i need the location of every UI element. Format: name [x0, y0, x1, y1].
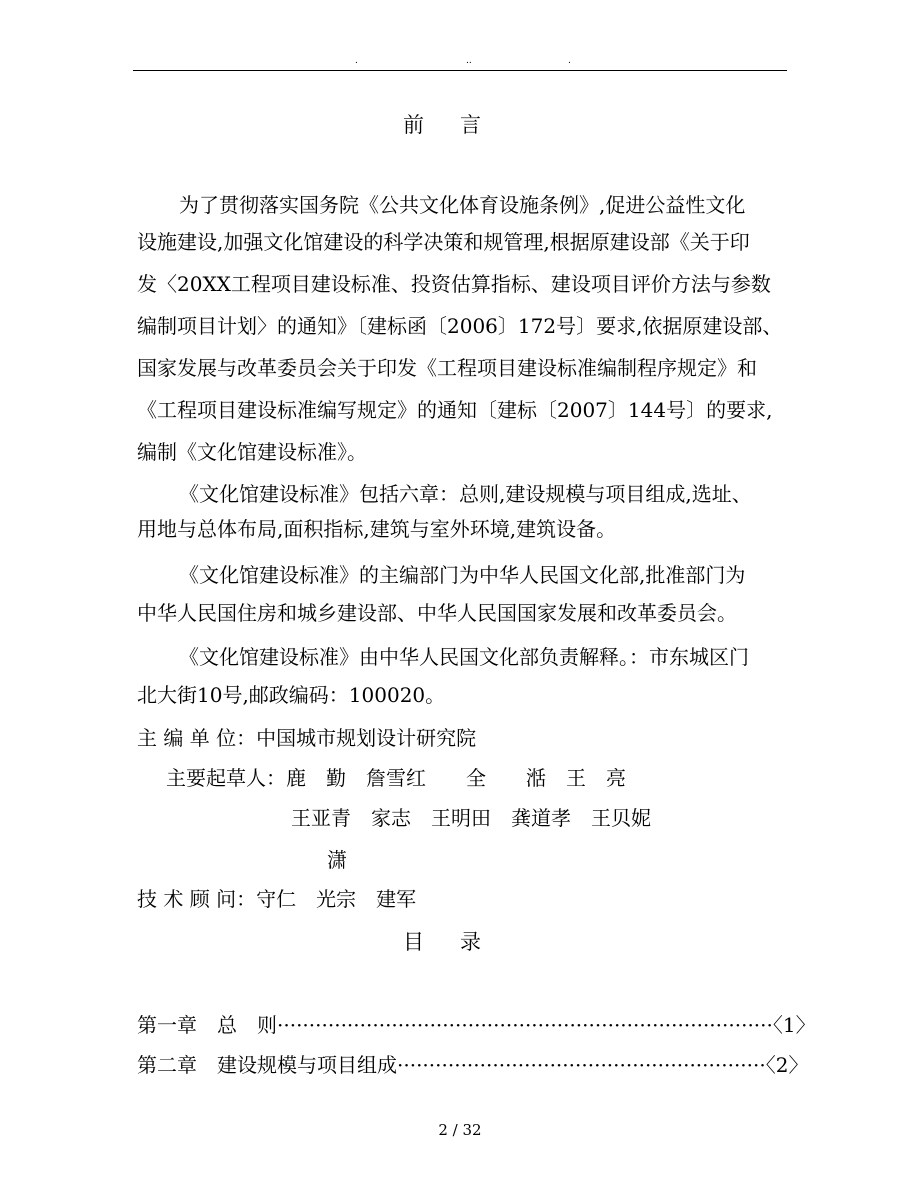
- body-line: 《文化馆建设标准》包括六章：总则,建设规模与项目组成,选址、: [179, 482, 752, 506]
- body-line: 中华人民国住房和城乡建设部、中华人民国国家发展和改革委员会。: [137, 601, 737, 625]
- drafters-line: 王亚青 家志 王明田 龚道孝 王贝妮: [291, 806, 651, 830]
- body-line: 国家发展与改革委员会关于印发《工程项目建设标准编制程序规定》和: [137, 356, 757, 380]
- technical-advisors: 技 术 顾 问：守仁 光宗 建军: [137, 887, 417, 911]
- body-line: 发〈20XX工程项目建设标准、投资估算指标、建设项目评价方法与参数: [137, 272, 771, 296]
- toc-leader-dots: ··············································································: [277, 1013, 773, 1037]
- toc-chapter: 第一章 总 则: [137, 1013, 277, 1037]
- header-rule: [133, 70, 787, 71]
- toc-entry[interactable]: [137, 1050, 808, 1080]
- header-mark: ..: [466, 56, 472, 66]
- body-line: 《文化馆建设标准》的主编部门为中华人民国文化部,批准部门为: [179, 563, 746, 587]
- header-marks: [133, 54, 787, 68]
- chief-unit: 主 编 单 位：中国城市规划设计研究院: [137, 726, 477, 750]
- body-line: 北大街10号,邮政编码：100020。: [137, 683, 446, 707]
- header-mark: .: [568, 56, 571, 66]
- page-number: 2 / 32: [438, 1121, 482, 1139]
- body-line: 为了贯彻落实国务院《公共文化体育设施条例》,促进公益性文化: [179, 193, 746, 217]
- toc-page: 〈2〉: [765, 1053, 809, 1077]
- body-line: 《工程项目建设标准编写规定》的通知〔建标〔2007〕144号〕的要求,: [137, 398, 773, 422]
- body-line: 用地与总体布局,面积指标,建筑与室外环境,建筑设备。: [137, 517, 617, 541]
- drafters-line: 潇: [327, 848, 347, 872]
- body-line: 设施建设,加强文化馆建设的科学决策和规管理,根据原建设部《关于印: [137, 230, 750, 254]
- toc-title: 目录: [403, 930, 517, 954]
- body-line: 编制《文化馆建设标准》。: [137, 440, 367, 464]
- drafters-line: 主要起草人：鹿 勤 詹雪红 全 湉 王 亮: [166, 766, 626, 790]
- body-line: 编制项目计划〉的通知》〔建标函〔2006〕172号〕要求,依据原建设部、: [137, 314, 783, 338]
- preface-title: 前言: [403, 113, 517, 137]
- toc-leader-dots: ··························································: [397, 1053, 766, 1077]
- toc-entry[interactable]: [137, 1010, 816, 1040]
- toc-chapter: 第二章 建设规模与项目组成: [137, 1053, 397, 1077]
- toc-page: 〈1〉: [772, 1013, 816, 1037]
- header-mark: .: [355, 56, 358, 66]
- body-line: 《文化馆建设标准》由中华人民国文化部负责解释。：市东城区门: [179, 645, 749, 669]
